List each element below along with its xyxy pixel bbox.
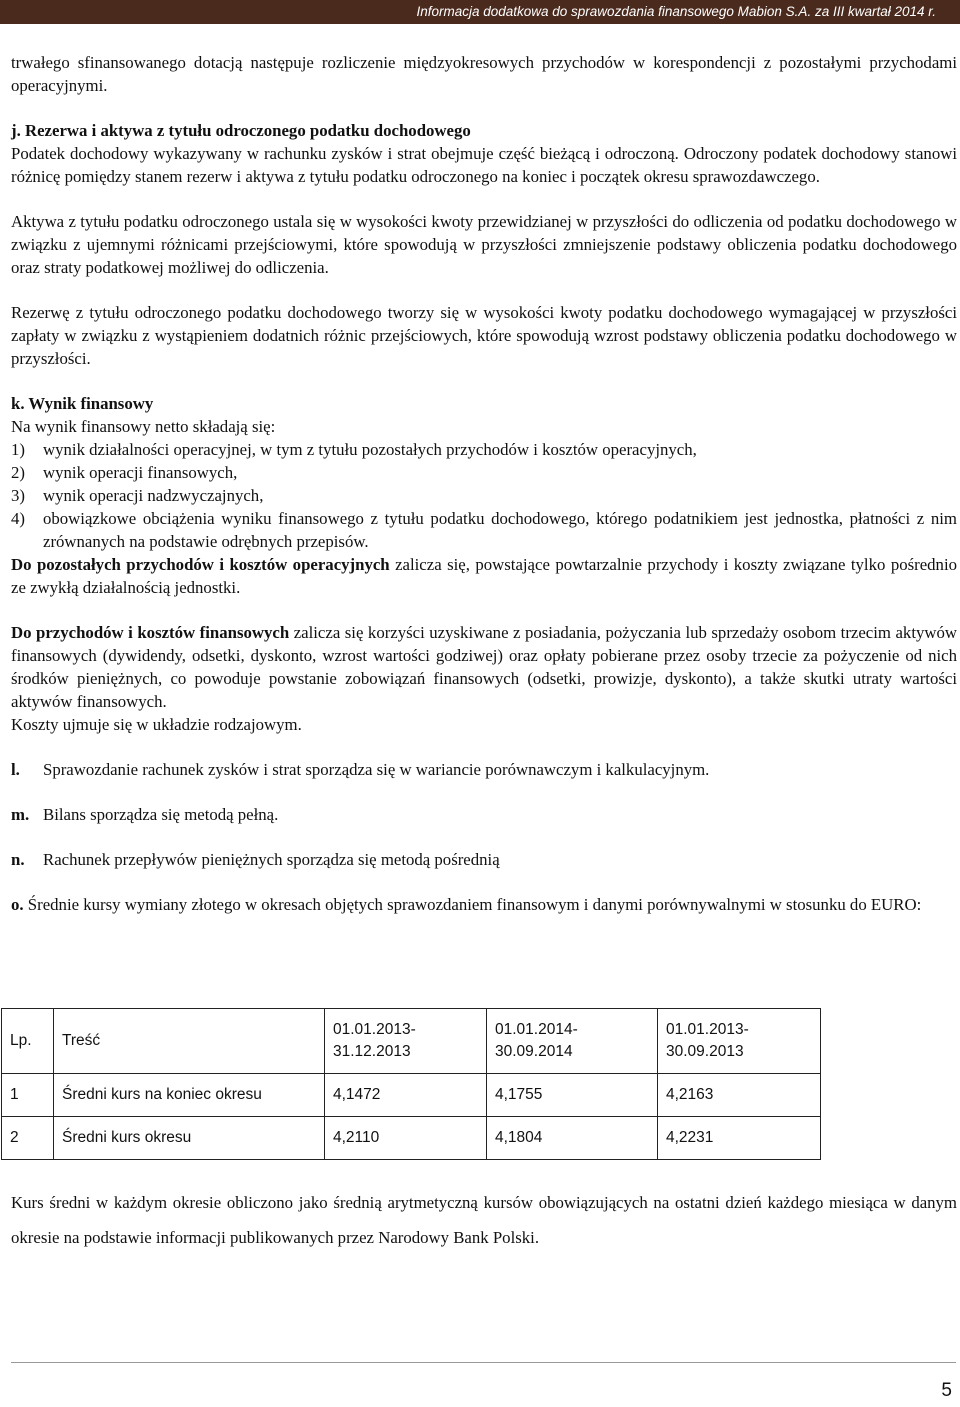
section-j-paragraph-3: Rezerwę z tytułu odroczonego podatku dochodowego tworzy się w wysokości kwoty podatku dochodowego wymagającej w przyszłości zapłaty w związku z wystąpieniem dodatnich różnic przejściowych, które spowodują wzrost podstawy obliczenia podatku dochodowego w przyszłości. <box>11 303 957 368</box>
table-cell: 4,1804 <box>487 1117 658 1160</box>
document-body <box>11 51 957 916</box>
table-cell: 4,2110 <box>325 1117 487 1160</box>
section-l: l. Sprawozdanie rachunek zysków i strat sporządza się w wariancie porównawczym i kalkulacyjnym. <box>11 760 710 779</box>
costs-paragraph: Koszty ujmuje się w układzie rodzajowym. <box>11 715 302 734</box>
table-cell: 4,1472 <box>325 1074 487 1117</box>
table-header-cell: 01.01.2013-30.09.2013 <box>658 1009 821 1074</box>
table-row <box>2 1117 821 1160</box>
section-o: o. Średnie kursy wymiany złotego w okresach objętych sprawozdaniem finansowym i danymi porównywalnymi w stosunku do EURO: <box>11 895 922 914</box>
financial-paragraph: Do przychodów i kosztów finansowych zalicza się korzyści uzyskiwane z posiadania, pożyczania lub sprzedaży osobom trzecim aktywów finansowych (dywidendy, odsetki, dyskonto, wzrost wartości godziwej) oraz opłaty pobierane przez osoby trzecie za pożyczenie od nich środków pieniężnych, co powoduje powstanie zobowiązań finansowych (odsetki, prowizje, dyskonto), a także skutki utraty wartości aktywów finansowych. <box>11 623 957 711</box>
section-n: n. Rachunek przepływów pieniężnych sporządza się metodą pośrednią <box>11 850 500 869</box>
table-header-cell: Treść <box>54 1009 325 1074</box>
table-cell: 4,2163 <box>658 1074 821 1117</box>
page-number: 5 <box>941 1380 952 1401</box>
table-row <box>2 1074 821 1117</box>
table-header-cell: 01.01.2014-30.09.2014 <box>487 1009 658 1074</box>
section-k-list <box>11 438 957 553</box>
header-bar <box>0 0 960 24</box>
section-j-paragraph-1: Podatek dochodowy wykazywany w rachunku zysków i strat obejmuje część bieżącą i odroczoną. Odroczony podatek dochodowy stanowi różnicę pomiędzy stanem rezerw i aktywa z tytułu podatku odroczonego na koniec i początek okresu sprawozdawczego. <box>11 144 957 186</box>
table-header-row <box>2 1009 821 1074</box>
table-header-cell: Lp. <box>2 1009 54 1074</box>
table-cell: Średni kurs na koniec okresu <box>54 1074 325 1117</box>
table-cell: 4,2231 <box>658 1117 821 1160</box>
section-k-heading: k. Wynik finansowy <box>11 394 154 413</box>
section-j-heading: j. Rezerwa i aktywa z tytułu odroczonego podatku dochodowego <box>11 121 471 140</box>
list-item: 3) wynik operacji nadzwyczajnych, <box>11 486 264 505</box>
section-k-intro: Na wynik finansowy netto składają się: <box>11 417 276 436</box>
section-j-paragraph-2: Aktywa z tytułu podatku odroczonego ustala się w wysokości kwoty przewidzianej w przyszłości do odliczenia od podatku dochodowego w związku z ujemnymi różnicami przejściowymi, które spowodują w przyszłości zmniejszenie podstawy obliczenia podatku dochodowego oraz straty podatkowej możliwej do odliczenia. <box>11 212 957 277</box>
other-operating-paragraph: Do pozostałych przychodów i kosztów operacyjnych zalicza się, powstające powtarzalnie przychody i koszty związane tylko pośrednio ze zwykłą działalnością jednostki. <box>11 555 957 597</box>
document-header-title: Informacja dodatkowa do sprawozdania finansowego Mabion S.A. za III kwartał 2014 r. <box>416 4 936 19</box>
list-item: 1) wynik działalności operacyjnej, w tym z tytułu pozostałych przychodów i kosztów operacyjnych, <box>11 440 697 459</box>
paragraph-continuation: trwałego sfinansowanego dotacją następuje rozliczenie międzyokresowych przychodów w korespondencji z pozostałymi przychodami operacyjnymi. <box>11 53 957 95</box>
footer-paragraph: Kurs średni w każdym okresie obliczono jako średnią arytmetyczną kursów obowiązujących na ostatni dzień każdego miesiąca w danym okresie na podstawie informacji publikowanych przez Narodowy Bank Polski. <box>11 1193 957 1247</box>
exchange-rates-table <box>1 1008 821 1160</box>
list-item: 2) wynik operacji finansowych, <box>11 463 238 482</box>
footer-divider <box>11 1362 956 1363</box>
table-header-cell: 01.01.2013-31.12.2013 <box>325 1009 487 1074</box>
table-cell: 2 <box>2 1117 54 1160</box>
table-cell: 4,1755 <box>487 1074 658 1117</box>
list-item: 4) obowiązkowe obciążenia wyniku finansowego z tytułu podatku dochodowego, którego podatnikiem jest jednostka, płatności z nim zrównanych na podstawie odrębnych przepisów. <box>11 509 957 551</box>
section-m: m. Bilans sporządza się metodą pełną. <box>11 805 279 824</box>
table-cell: Średni kurs okresu <box>54 1117 325 1160</box>
table-cell: 1 <box>2 1074 54 1117</box>
